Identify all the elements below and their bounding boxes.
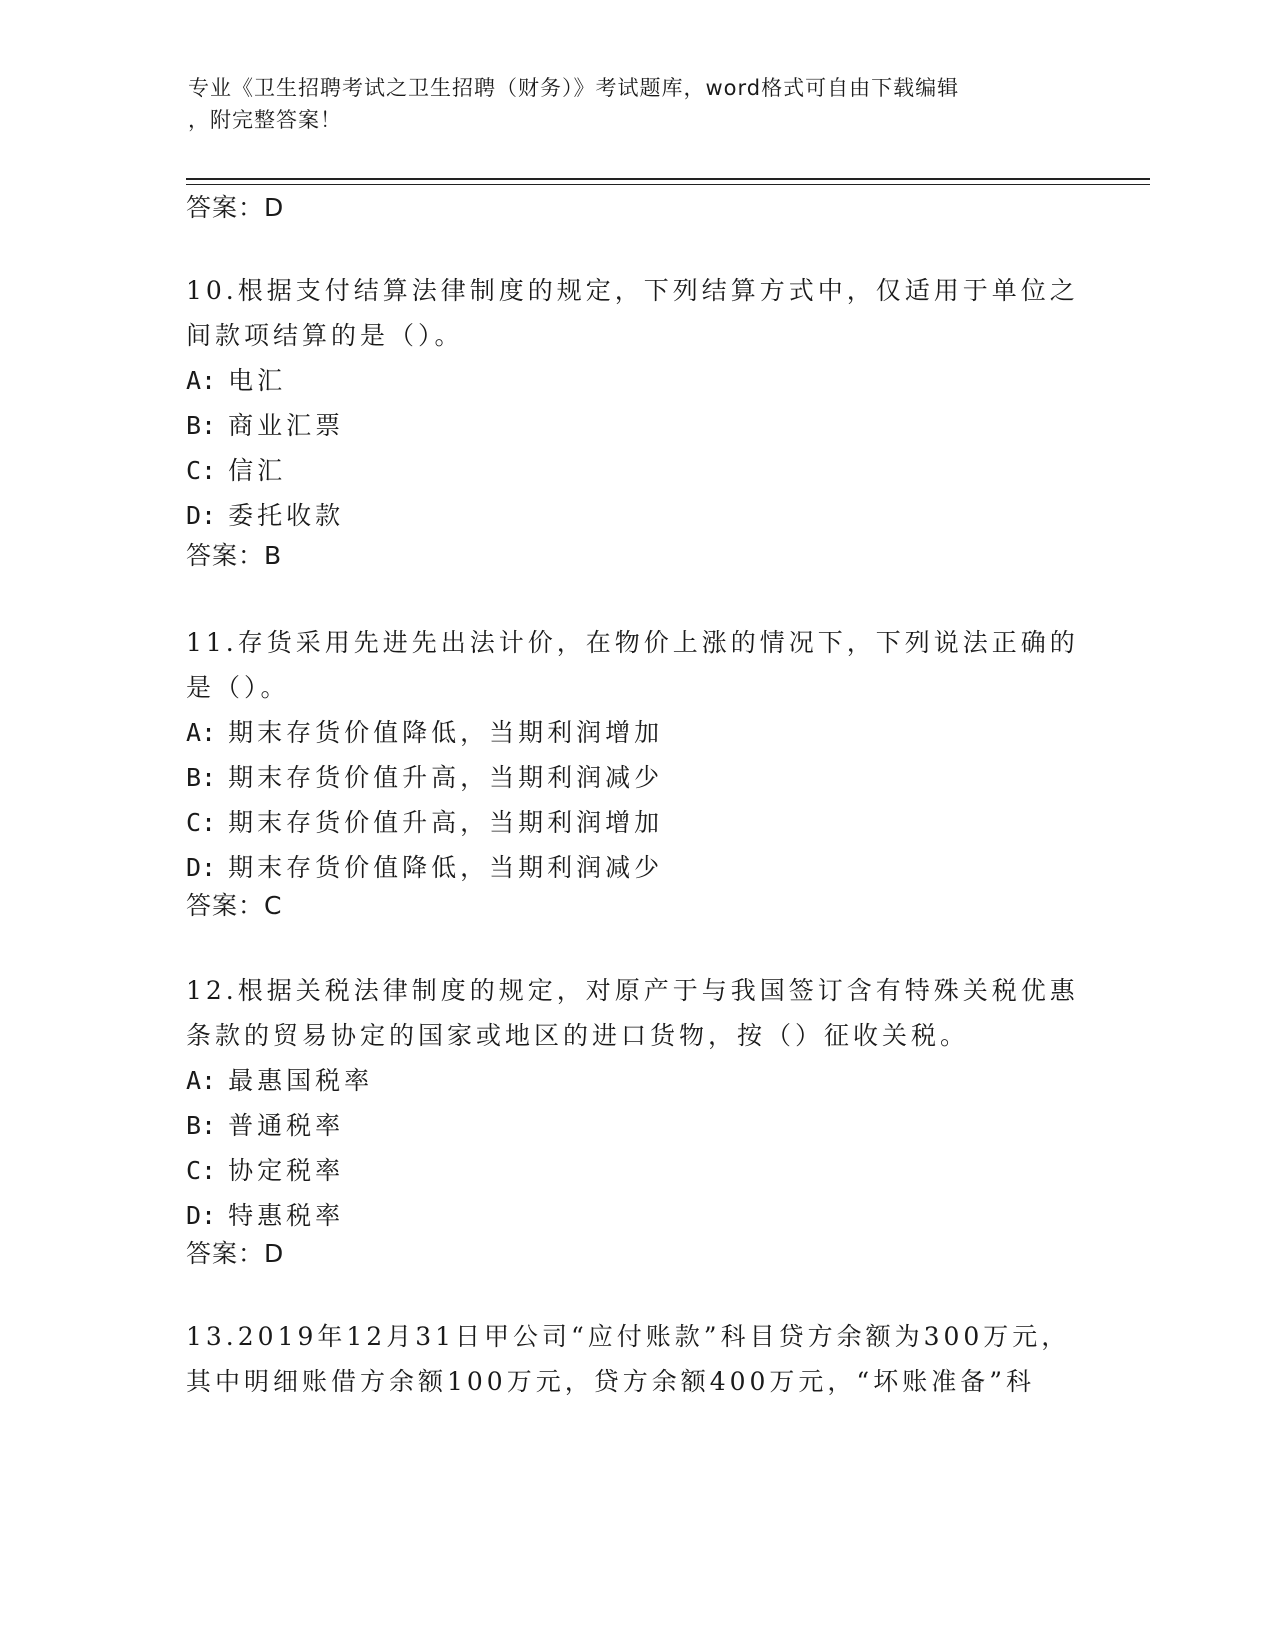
answer-10: 答案：B	[186, 541, 283, 570]
question-10	[186, 268, 1086, 538]
question-13	[186, 1314, 1086, 1404]
question-13-line-1: 13.2019年12月31日甲公司“应付账款”科目贷方余额为300万元，	[186, 1322, 1071, 1351]
header-line-2: ，附完整答案！	[188, 108, 342, 132]
question-10-line-2: 间款项结算的是（）。	[186, 321, 464, 350]
question-12-line-2: 条款的贸易协定的国家或地区的进口货物，按（）征收关税。	[186, 1021, 970, 1050]
option-c: C: 信汇	[186, 456, 287, 485]
option-a: A: 最惠国税率	[186, 1066, 374, 1095]
question-10-line-1: 10.根据支付结算法律制度的规定，下列结算方式中，仅适用于单位之	[186, 276, 1079, 305]
question-11	[186, 620, 1086, 890]
option-a: A: 期末存货价值降低，当期利润增加	[186, 718, 664, 747]
option-b: B: 普通税率	[186, 1111, 345, 1140]
option-b: B: 期末存货价值升高，当期利润减少	[186, 763, 664, 792]
question-11-line-1: 11.存货采用先进先出法计价，在物价上涨的情况下，下列说法正确的	[186, 628, 1079, 657]
question-11-line-2: 是（）。	[186, 673, 290, 702]
option-a: A: 电汇	[186, 366, 287, 395]
option-d: D: 特惠税率	[186, 1201, 345, 1230]
header-line-1: 专业《卫生招聘考试之卫生招聘（财务）》考试题库，word格式可自由下载编辑	[188, 76, 960, 100]
option-b: B: 商业汇票	[186, 411, 345, 440]
answer-11: 答案：C	[186, 891, 283, 920]
option-d: D: 委托收款	[186, 501, 345, 530]
question-13-line-2: 其中明细账借方余额100万元，贷方余额400万元，“坏账准备”科	[186, 1367, 1035, 1396]
header-divider-thick	[186, 178, 1150, 180]
answer-previous: 答案：D	[186, 193, 285, 222]
option-c: C: 协定税率	[186, 1156, 345, 1185]
option-d: D: 期末存货价值降低，当期利润减少	[186, 853, 664, 882]
answer-12: 答案：D	[186, 1239, 285, 1268]
option-c: C: 期末存货价值升高，当期利润增加	[186, 808, 664, 837]
document-header	[188, 72, 1068, 136]
question-12-line-1: 12.根据关税法律制度的规定，对原产于与我国签订含有特殊关税优惠	[186, 976, 1079, 1005]
header-divider-thin	[186, 184, 1150, 185]
question-12	[186, 968, 1086, 1238]
